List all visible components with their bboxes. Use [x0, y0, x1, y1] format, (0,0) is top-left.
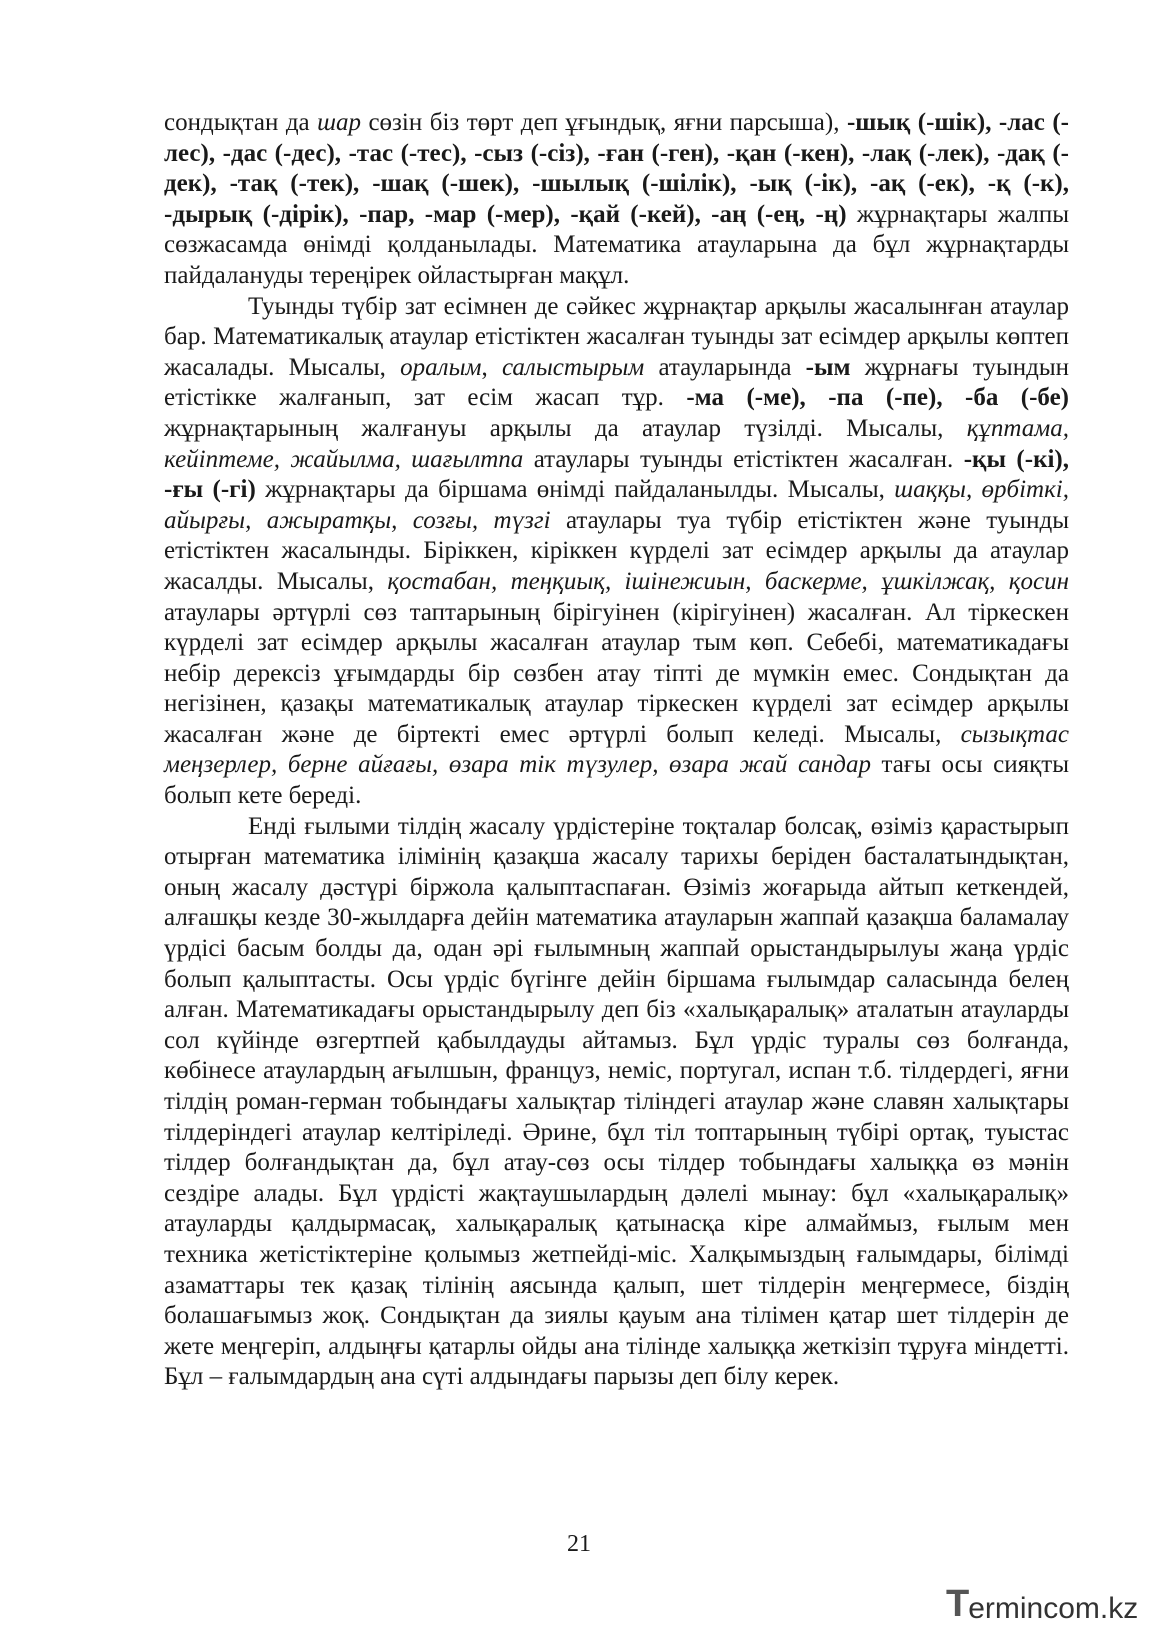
text-run: Енді ғылыми тілдің жасалу үрдістеріне тоқталар болсақ, өзіміз қарастырып отырған математика ілімінің қазақша жасалу тарихы беріден басталатындықтан, оның жасалу дәстүрі біржола қалыптаспаған. Өзіміз жоғарыда айтып кеткендей, алғашқы кезде 30-жылдарға дейін математика атауларын жаппай қазақша баламалау үрдісі басым болды да, одан әрі ғылымның жаппай орыстандырылуы жаңа үрдіс болып қалыптасты. Осы үрдіс бүгінге дейін біршама ғылымдар саласында белең алған. Математикадағы орыстандырылу деп біз «халықаралық» аталатын атауларды сол күйінде өзгертпей қабылдауды айтамыз. Бұл үрдіс туралы сөз болғанда, көбінесе атаулардың ағылшын, француз, неміс, португал, испан т.б. тілдердегі, яғни тілдің роман-герман тобындағы халықтар тіліндегі атаулар және славян халықтары тілдеріндегі атаулар келтіріледі. Әрине, бұл тіл топтарының түбірі ортақ, туыстас тілдер болғандықтан да, бұл атау-сөз осы тілдер тобындағы халыққа өз мәнін сездіре алады. Бұл үрдісті жақтаушылардың дәлелі мынау: бұл «халықаралық» атауларды қалдырмасақ, халықаралық қатынасқа кіре алмаймыз, ғылым мен техника жетістіктеріне қолымыз жетпейді-міс. Халқымыздың ғалымдары, білімді азаматтары тек қазақ тілінің аясында қалып, шет тілдерін меңгермесе, біздің болашағымыз жоқ. Сондықтан да зиялы қауым ана тілімен қатар шет тілдерін де жете меңгеріп, алдыңғы қатарлы ойды ана тілінде халыққа жеткізіп тұруға міндетті. Бұл – ғалымдардың ана сүті алдындағы парызы деп білу керек. [164, 812, 1069, 1391]
text-run: атаулары әртүрлі сөз таптарының бірігуінен (кірігуінен) жасалған. Ал тіркескен күрделі зат есімдер арқылы жасалған атаулар тым көп. Себебі, математикадағы небір дерексіз ұғымдарды бір сөзбен атау тіпті де мүмкін емес. Сондықтан да негізінен, қазақы математикалық атаулар тіркескен күрделі зат есімдер арқылы жасалған және де біртекті емес әртүрлі болып келеді. Мысалы, [164, 598, 1069, 748]
text-run: сондықтан да [164, 109, 318, 136]
text-run: атауларында [644, 353, 806, 381]
text-run: атаулары туа түбір етістіктен және туынды етістіктен жасалынды. Біріккен, кіріккен күрделі зат есімдер арқылы да атаулар жасалды. Мысалы, [164, 506, 1069, 595]
text-run: жұрнақтары да біршама өнімді пайдаланылды. Мысалы, [255, 476, 895, 504]
bold-run: -қы (-кі), -ғы (-гі) [164, 445, 1069, 504]
page-number: 21 [567, 1531, 591, 1557]
document-body [164, 108, 1069, 1393]
italic-run: қостабан, теңқиық, ішінежиын, баскерме, ұшкілжақ, қосин [387, 567, 1069, 595]
text-run: сөзін біз төрт деп ұғындық, яғни парсыша), [360, 109, 847, 136]
text-run: жұрнағы туындын етістікке жалғанып, зат есім жасап тұр. [164, 353, 1069, 412]
bold-run: -ым [805, 353, 851, 381]
watermark-logo [946, 1580, 1146, 1626]
text-run: , [481, 353, 502, 381]
italic-run: сызықтас меңзерлер, берне айғағы, өзара тік түзулер, өзара жай сандар [164, 720, 1069, 779]
paragraph [164, 812, 1069, 1393]
text-run: жұрнақтарының жалғануы арқылы да атаулар түзілді. Мысалы, [164, 414, 967, 442]
watermark-initial: T [946, 1583, 969, 1625]
watermark-text: ermincom.kz [968, 1592, 1139, 1625]
bold-run: -ма (-ме), -па (-пе), -ба (-бе) [686, 384, 1070, 412]
bold-run: -шық (-шік), -лас (-лес), -дас (-дес), -тас (-тес), -сыз (-сіз), -ған (-ген), -қан (-кен), -лақ (-лек), -дақ (-дек), -тақ (-тек), -шақ (-шек), -шылық (-шілік), -ық (-ік), -ақ (-ек), -қ (-к), -дырық (-дірік), -пар, -мар (-мер), -қай (-кей), -аң (-ең, -ң) [164, 109, 1069, 228]
italic-run: салыстырым [501, 353, 645, 381]
paragraph [164, 292, 1069, 812]
text-run: Туынды түбір зат есімнен де сәйкес жұрнақтар арқылы жасалынған атаулар бар. Математикалық атаулар етістіктен жасалған туынды зат есімдер арқылы көптеп жасалады. Мысалы, [164, 292, 1069, 381]
italic-run: құптама, кейіптеме, жайылма, шағылтпа [164, 414, 1069, 473]
paragraph [164, 108, 1069, 292]
italic-run: шаққы, өрбіткі, айырғы, ажыратқы, созғы, түзгі [164, 476, 1069, 534]
text-run: жұрнақтары жалпы сөзжасамда өнімді қолданылады. Математика атауларына да бұл жұрнақтарды пайдалануды тереңірек ойластырған мақұл. [164, 200, 1069, 289]
text-run: атаулары туынды етістіктен жасалған. [523, 445, 964, 473]
italic-run: шар [317, 109, 361, 136]
text-run: тағы осы сияқты болып кете береді. [164, 751, 1069, 810]
italic-run: оралым [400, 353, 482, 381]
